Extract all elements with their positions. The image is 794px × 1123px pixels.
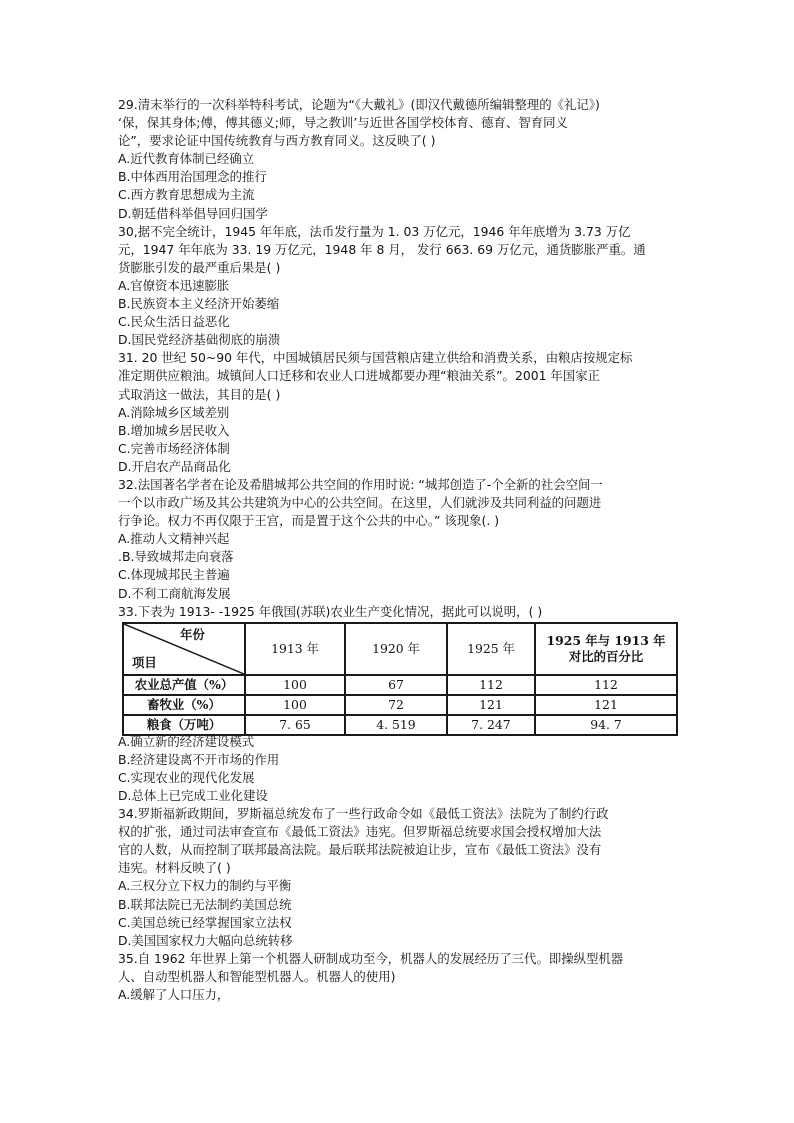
- table-cell: 7. 65: [245, 715, 345, 735]
- question-29-option-d: D.朝廷借科举倡导回归国学: [118, 205, 268, 221]
- question-33-option-b: B.经济建设离不开市场的作用: [118, 751, 280, 767]
- question-31-stem-line-2: 准定期供应粮油。城镇间人口迁移和农业人口进城都要办理“粮油关系”。2001 年国家正: [118, 368, 600, 384]
- table-cell: 112: [535, 675, 677, 695]
- question-30-option-a: A.官僚资本迅速膨胀: [118, 277, 230, 293]
- row-label: 畜牧业（%）: [123, 695, 245, 715]
- table-header-row: [123, 623, 677, 675]
- question-31-option-b: B.增加城乡居民收入: [118, 422, 230, 438]
- question-34-option-d: D.美国国家权力大幅向总统转移: [118, 932, 293, 948]
- table-row: [123, 715, 677, 735]
- table-cell: 112: [447, 675, 535, 695]
- question-31: [118, 349, 678, 476]
- question-30-stem-line-3: 货膨胀引发的最严重后果是( ): [118, 259, 281, 275]
- column-header-1913: 1913 年: [245, 623, 345, 675]
- question-29-option-c: C.西方教育思想成为主流: [118, 187, 255, 203]
- question-33: [118, 603, 678, 805]
- column-header-1920: 1920 年: [345, 623, 447, 675]
- column-header-comparison: [535, 623, 677, 675]
- table-cell: 7. 247: [447, 715, 535, 735]
- table-cell: 121: [447, 695, 535, 715]
- question-34-stem-line-4: 违宪。材料反映了( ): [118, 860, 231, 876]
- question-32-stem-line-2: 一个以市政广场及其公共建筑为中心的公共空间。在这里，人们就涉及共同利益的问题进: [118, 495, 602, 511]
- column-header-1925: 1925 年: [447, 623, 535, 675]
- question-29-option-a: A.近代教育体制已经确立: [118, 151, 255, 167]
- question-32-stem-line-3: 行争论。权力不再仅限于王宫，而是置于这个公共的中心。” 该现象(. ): [118, 513, 500, 529]
- question-34-option-b: B.联邦法院已无法制约美国总统: [118, 896, 292, 912]
- question-34-option-a: A.三权分立下权力的制约与平衡: [118, 878, 292, 894]
- question-35-option-a: A.缓解了人口压力，: [118, 987, 230, 1003]
- question-29-option-b: B.中体西用治国理念的推行: [118, 169, 267, 185]
- question-31-option-a: A.消除城乡区域差别: [118, 404, 230, 420]
- comparison-header-line-1: 1925 年与 1913 年: [546, 632, 666, 648]
- table-corner-cell: [123, 623, 245, 675]
- question-32: [118, 476, 678, 603]
- question-33-stem: 33.下表为 1913- -1925 年俄国(苏联)农业生产变化情况，据此可以说明，( ): [118, 603, 543, 619]
- corner-label-year: 年份: [180, 626, 205, 642]
- question-34-stem-line-2: 权的扩张，通过司法审查宣布《最低工资法》违宪。但罗斯福总统要求国会授权增加大法: [118, 824, 602, 840]
- question-33-option-c: C.实现农业的现代化发展: [118, 769, 255, 785]
- question-35-stem-line-2: 人、自动型机器人和智能型机器人。机器人的使用): [118, 968, 396, 984]
- question-33-option-d: D.总体上已完成工业化建设: [118, 788, 268, 803]
- table-cell: 4. 519: [345, 715, 447, 735]
- question-32-option-c: C.体现城邦民主普遍: [118, 567, 230, 583]
- question-32-option-a: A.推动人文精神兴起: [118, 531, 230, 547]
- question-34-stem-line-3: 官的人数，从而控制了联邦最高法院。最后联邦法院被迫让步，宣布《最低工资法》没有: [118, 842, 602, 858]
- table-row: [123, 675, 677, 695]
- question-list: [118, 96, 678, 1004]
- table-row: [123, 695, 677, 715]
- question-30-option-d: D.国民党经济基础彻底的崩溃: [118, 332, 281, 348]
- question-31-option-c: C.完善市场经济体制: [118, 440, 230, 456]
- question-31-stem-line-1: 31. 20 世纪 50~90 年代，中国城镇居民须与国营粮店建立供给和消费关系，由粮店按规定标: [118, 350, 633, 366]
- question-34-option-c: C.美国总统已经掌握国家立法权: [118, 914, 292, 930]
- question-33-option-a: A.确立新的经济建设模式: [118, 733, 255, 749]
- row-label: 粮食（万吨）: [123, 715, 245, 735]
- question-30-option-b: B.民族资本主义经济开始萎缩: [118, 296, 280, 312]
- question-30-stem-line-1: 30,据不完全统计，1945 年年底，法币发行量为 1. 03 万亿元，1946 年年底增为 3.73 万亿: [118, 223, 631, 239]
- table-cell: 100: [245, 695, 345, 715]
- question-34-stem-line-1: 34.罗斯福新政期间，罗斯福总统发布了一些行政命令如《最低工资法》法院为了制约行政: [118, 806, 609, 822]
- question-31-option-d: D.开启农产品商品化: [118, 458, 231, 474]
- question-35-stem-line-1: 35.自 1962 年世界上第一个机器人研制成功至今，机器人的发展经历了三代。即操纵型机器: [118, 950, 624, 966]
- question-29-stem-line-3: 论”，要求论证中国传统教育与西方教育同义。这反映了( ): [118, 133, 436, 149]
- table-cell: 72: [345, 695, 447, 715]
- question-29-stem-line-1: 29.清末举行的一次科举特科考试，论题为“《大戴礼》(即汉代戴德所编辑整理的《礼记》): [118, 97, 600, 112]
- table-cell: 67: [345, 675, 447, 695]
- row-label: 农业总产值（%）: [123, 675, 245, 695]
- agriculture-table: [122, 622, 678, 736]
- question-32-option-b: .B.导致城邦走向衰落: [118, 549, 234, 565]
- corner-label-item: 项目: [132, 654, 157, 670]
- question-35: [118, 950, 678, 1004]
- question-29: [118, 96, 678, 223]
- agriculture-table-wrapper: [122, 622, 676, 730]
- comparison-header-line-2: 对比的百分比: [568, 648, 644, 664]
- question-30-option-c: C.民众生活日益恶化: [118, 314, 230, 330]
- question-29-stem-line-2: ‘保，保其身体;傅，傅其德义;师，导之教训’与近世各国学校体育、德育、智育同义: [118, 115, 568, 131]
- table-cell: 94. 7: [535, 715, 677, 735]
- question-30-stem-line-2: 元，1947 年年底为 33. 19 万亿元，1948 年 8 月， 发行 663. 69 万亿元，通货膨胀严重。通: [118, 241, 646, 257]
- question-34: [118, 805, 678, 950]
- question-32-option-d: D.不利工商航海发展: [118, 585, 231, 601]
- table-cell: 100: [245, 675, 345, 695]
- question-32-stem-line-1: 32.法国著名学者在论及希腊城邦公共空间的作用时说: “城邦创造了-个全新的社会空间一: [118, 476, 603, 492]
- table-cell: 121: [535, 695, 677, 715]
- question-30: [118, 223, 678, 350]
- question-31-stem-line-3: 式取消这一做法，其目的是( ): [118, 386, 281, 402]
